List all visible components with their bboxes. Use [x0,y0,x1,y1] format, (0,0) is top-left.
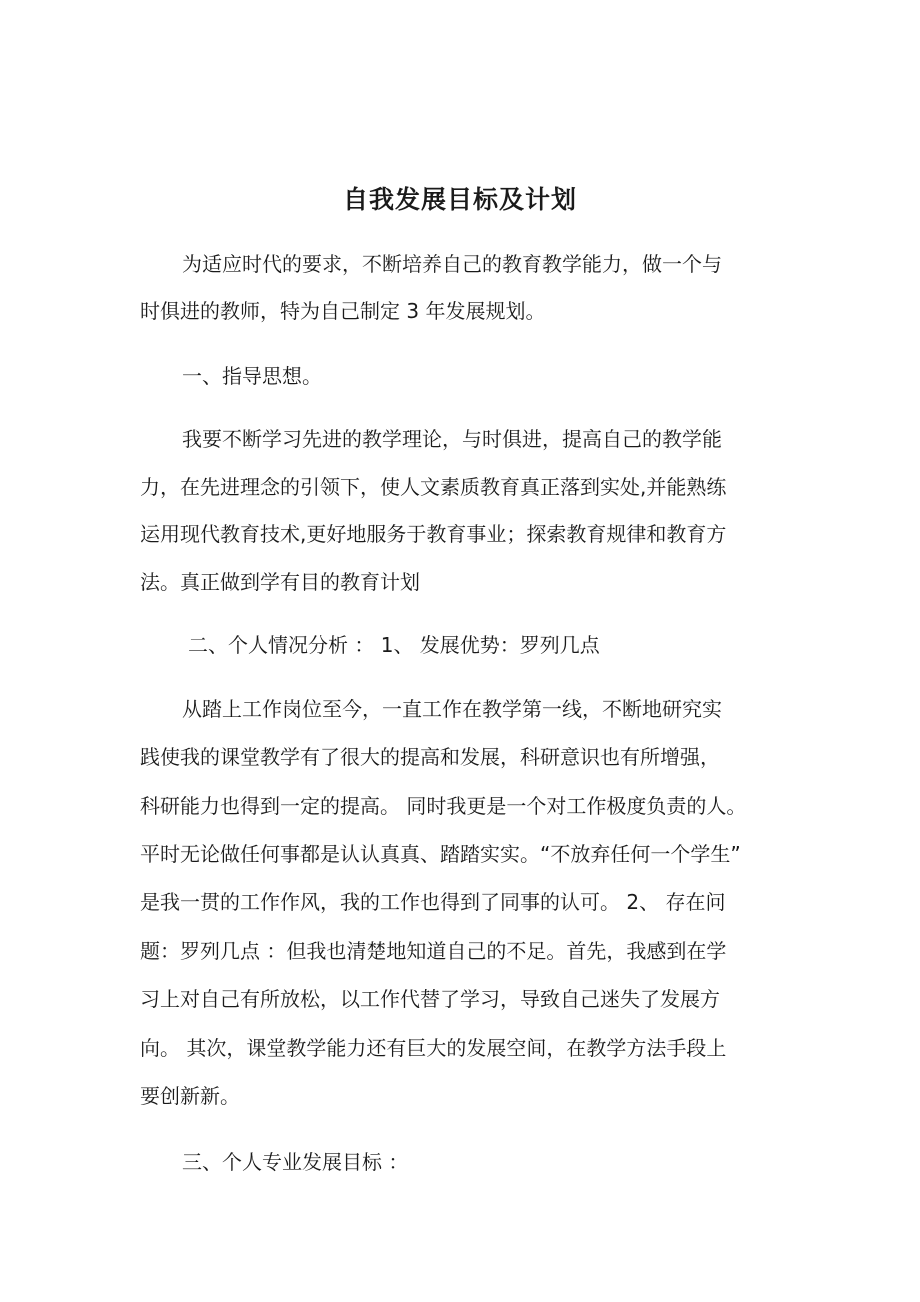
section-heading: 一、指导思想。 [182,364,322,388]
paragraph-line: 向。 其次，课堂教学能力还有巨大的发展空间，在教学方法手段上 [140,1036,727,1060]
section-heading: 二、个人情况分析 ： 1、 发展优势：罗列几点 [188,633,600,657]
document-title: 自我发展目标及计划 [342,185,577,214]
paragraph-line: 运用现代教育技术,更好地服务于教育事业；探索教育规律和教育方 [140,522,727,546]
section-heading: 三、个人专业发展目标 ： [182,1150,409,1174]
paragraph-line: 践使我的课堂教学有了很大的提高和发展，科研意识也有所增强， [140,745,720,769]
paragraph-line: 习上对自己有所放松，以工作代替了学习，导致自己迷失了发展方 [140,987,720,1011]
paragraph-line: 从踏上工作岗位至今，一直工作在教学第一线，不断地研究实 [182,697,722,721]
paragraph-line: 我要不断学习先进的教学理论，与时俱进，提高自己的教学能 [182,427,722,451]
paragraph-line: 题：罗列几点 ：但我也清楚地知道自己的不足。首先，我感到在学 [140,939,727,963]
paragraph-line: 力，在先进理念的引领下，使人文素质教育真正落到实处,并能熟练 [140,475,727,499]
paragraph-line: 时俱进的教师，特为自己制定 3 年发展规划。 [140,299,546,323]
paragraph-line: 平时无论做任何事都是认认真真、踏踏实实。“不放弃任何一个学生” [140,842,741,866]
paragraph-line: 要创新新。 [140,1084,240,1108]
paragraph-line: 为适应时代的要求，不断培养自己的教育教学能力，做一个与 [182,252,722,276]
paragraph-line: 科研能力也得到一定的提高。 同时我更是一个对工作极度负责的人。 [140,794,747,818]
paragraph-line: 法。真正做到学有目的教育计划 [140,570,420,594]
paragraph-line: 是我一贯的工作作风，我的工作也得到了同事的认可。 2、 存在问 [140,890,726,914]
